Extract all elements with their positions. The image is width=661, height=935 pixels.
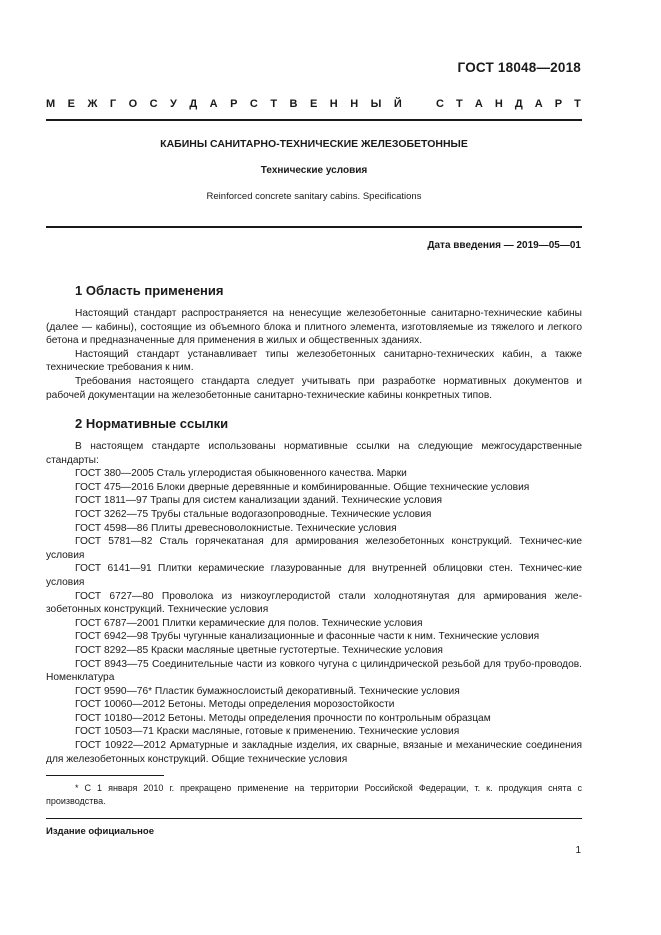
reference-item: ГОСТ 6727—80 Проволока из низкоуглеродистой стали холоднотянутая для армирования желе-зобетонных конструкций. Технические условия — [46, 590, 582, 616]
reference-item: ГОСТ 6141—91 Плитки керамические глазурованные для внутренней облицовки стен. Техничес-кие условия — [46, 563, 582, 588]
title-bottom-rule — [46, 226, 582, 228]
banner-letter: А — [474, 98, 483, 110]
reference-item: ГОСТ 4598—86 Плиты древесноволокнистые. Технические условия — [75, 522, 397, 534]
banner-letter: Н — [350, 98, 359, 110]
section-1-paragraph: Настоящий стандарт распространяется на ненесущие железобетонные санитарно-технические кабины (далее — кабины), состоящие из объемного блока и плитного элемента, изготовляемые из тяжелого и легкого бетона и предназначенные для применения в жилых и общественных зданиях. — [46, 308, 582, 347]
reference-item: ГОСТ 6787—2001 Плитки керамические для полов. Технические условия — [75, 617, 423, 629]
banner-letter: Й — [393, 98, 402, 110]
reference-item: ГОСТ 5781—82 Сталь горячекатаная для армирования железобетонных конструкций. Техничес-кие условия — [46, 536, 582, 561]
section-1-paragraph: Настоящий стандарт устанавливает типы железобетонных санитарно-технических кабин, а также технические требования к ним. — [46, 348, 582, 374]
reference-item: ГОСТ 10060—2012 Бетоны. Методы определения морозостойкости — [75, 699, 395, 711]
reference-item: ГОСТ 3262—75 Трубы стальные водогазопроводные. Технические условия — [75, 508, 432, 520]
banner-letter: Т — [574, 98, 581, 110]
reference-item: ГОСТ 10922—2012 Арматурные и закладные изделия, их сварные, вязаные и механические соединения для железобетонных конструкций. Общие технические условия — [46, 740, 582, 765]
document-title: КАБИНЫ САНИТАРНО-ТЕХНИЧЕСКИЕ ЖЕЛЕЗОБЕТОННЫЕ — [160, 138, 468, 150]
reference-item: ГОСТ 475—2016 Блоки дверные деревянные и комбинированные. Общие технические условия — [75, 481, 530, 493]
banner-letter: У — [170, 98, 177, 110]
banner-letter: С — [149, 98, 158, 110]
banner-word-interstate — [46, 98, 402, 110]
english-title: Reinforced concrete sanitary cabins. Specifications — [206, 191, 422, 202]
top-rule — [46, 119, 582, 121]
banner-letter: М — [46, 98, 56, 110]
reference-item: ГОСТ 8943—75 Соединительные части из ковкого чугуна с цилиндрической резьбой для трубо-проводов. Номенклатура — [46, 658, 582, 684]
footnote-text: * С 1 января 2010 г. прекращено применение на территории Российской Федерации, т. к. продукция снята с производства. — [46, 783, 582, 806]
reference-item: ГОСТ 6942—98 Трубы чугунные канализационные и фасонные части к ним. Технические условия — [75, 631, 540, 643]
banner-letter: Г — [109, 98, 117, 110]
banner-letter: А — [209, 98, 218, 110]
reference-item: ГОСТ 1811—97 Трапы для систем канализации зданий. Технические условия — [75, 495, 443, 507]
reference-item: ГОСТ 9590—76* Пластик бумажнослоистый декоративный. Технические условия — [75, 685, 460, 697]
banner-letter: О — [128, 98, 138, 110]
banner-letter: Т — [270, 98, 278, 110]
section-1-paragraph: Требования настоящего стандарта следует учитывать при разработке нормативных документов и рабочей документации на железобетонные санитарно-технические кабины конкретных типов. — [46, 375, 582, 401]
footnote-rule — [46, 775, 164, 776]
footnote — [46, 782, 582, 807]
banner-letter: Е — [67, 98, 75, 110]
references-intro: В настоящем стандарте использованы нормативные ссылки на следующие межгосударственные стандарты: — [46, 441, 582, 466]
banner-letter: Ж — [87, 98, 98, 110]
banner-letter: Р — [554, 98, 563, 110]
document-subtitle: Технические условия — [260, 165, 368, 176]
section-1-body — [46, 307, 582, 402]
interstate-standard-banner — [46, 98, 581, 110]
banner-letter: Д — [514, 98, 523, 110]
reference-item: ГОСТ 380—2005 Сталь углеродистая обыкновенного качества. Марки — [75, 468, 407, 480]
banner-letter: Н — [329, 98, 338, 110]
banner-letter: Р — [230, 98, 238, 110]
banner-letter: Н — [494, 98, 503, 110]
banner-letter: Т — [456, 98, 463, 110]
banner-letter: Д — [189, 98, 198, 110]
banner-letter: А — [534, 98, 543, 110]
reference-item: ГОСТ 10503—71 Краски масляные, готовые к применению. Технические условия — [75, 726, 460, 738]
banner-word-standard — [436, 98, 581, 110]
publication-note: Издание официальное — [46, 826, 154, 837]
section-2-heading: 2 Нормативные ссылки — [75, 416, 229, 431]
reference-item: ГОСТ 8292—85 Краски масляные цветные густотертые. Технические условия — [75, 644, 443, 656]
page-number: 1 — [575, 845, 581, 856]
normative-references — [46, 440, 582, 766]
publication-rule — [46, 818, 582, 819]
section-1-heading: 1 Область применения — [75, 283, 224, 298]
banner-letter: Ы — [370, 98, 382, 110]
banner-letter: С — [436, 98, 444, 110]
introduction-date: Дата введения — 2019—05—01 — [427, 240, 581, 251]
banner-letter: В — [289, 98, 298, 110]
reference-item: ГОСТ 10180—2012 Бетоны. Методы определения прочности по контрольным образцам — [75, 712, 491, 724]
banner-letter: Е — [309, 98, 318, 110]
banner-letter: С — [249, 98, 258, 110]
standard-number: ГОСТ 18048—2018 — [457, 60, 581, 75]
